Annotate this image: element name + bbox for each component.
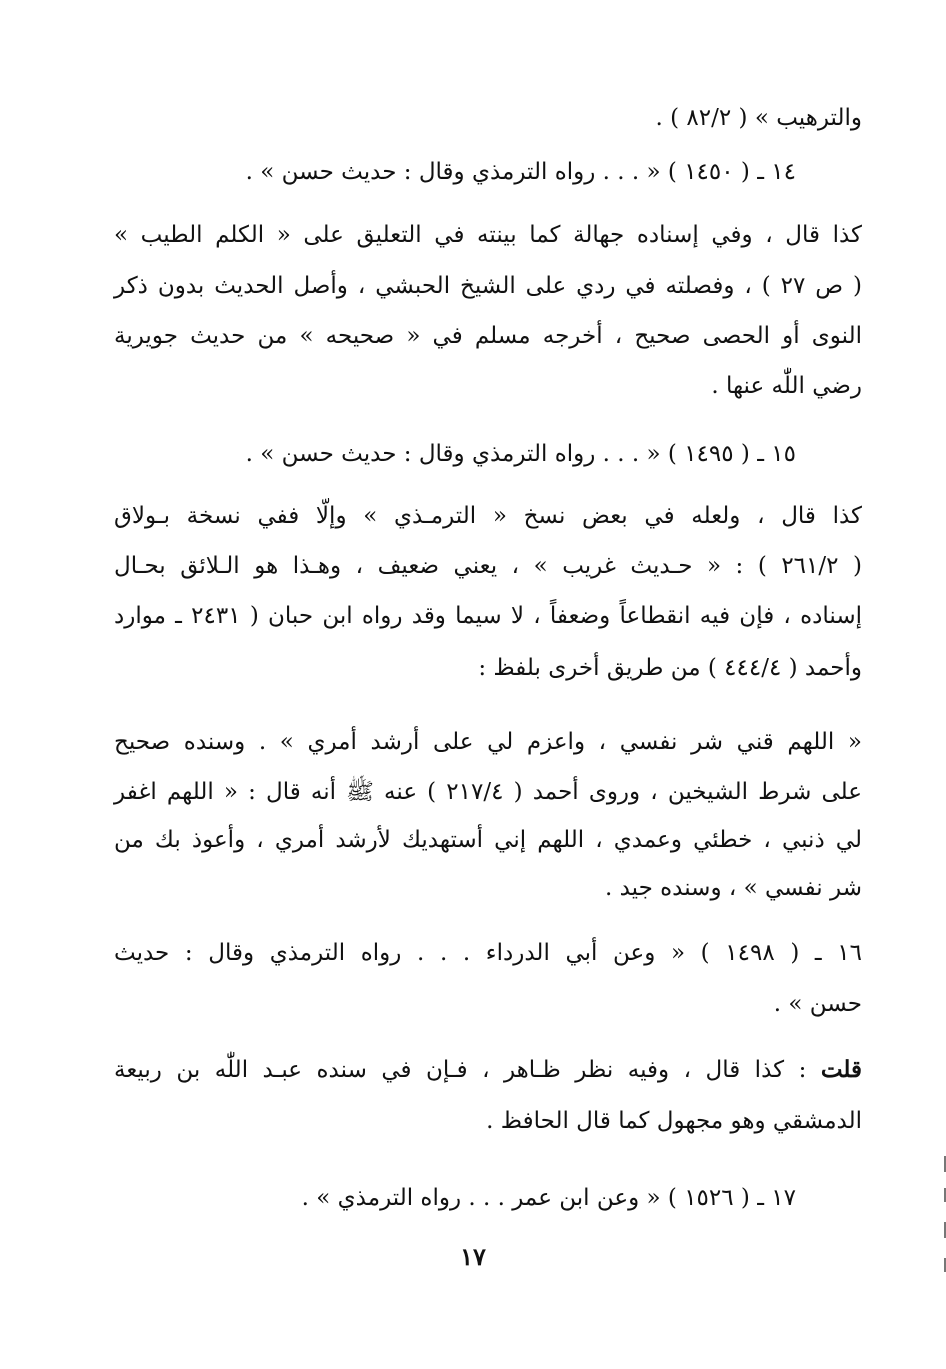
text-line: النوى أو الحصى صحيح ، أخرجه مسلم في « صحيحه » من حديث جويرية	[114, 323, 862, 349]
note-text: : كذا قال ، وفيه نظر ظـاهر ، فـإن في سنده عبـد اللّٰه بن ربيعة	[114, 1057, 807, 1083]
text-line: كذا قال ، ولعله في بعض نسخ « الترمـذي » وإلّا ففي نسخة بـولاق	[114, 503, 862, 529]
hadith-heading: ١٦ ـ ( ١٤٩٨ ) « وعن أبي الدرداء . . . رواه الترمذي وقال : حديث	[114, 940, 862, 966]
text-line: كذا قال ، وفي إسناده جهالة كما بينته في التعليق على « الكلم الطيب »	[114, 222, 862, 248]
text-line: الدمشقي وهو مجهول كما قال الحافظ .	[486, 1108, 862, 1134]
text-line: على شرط الشيخين ، وروى أحمد ( ٢١٧/٤ ) عنه ﷺ أنه قال : « اللهم اغفر	[114, 779, 862, 805]
text-line: لي ذنبي ، خطئي وعمدي ، اللهم إني أستهديك لأرشد أمري ، وأعوذ بك من	[114, 827, 862, 853]
text-line: حسن » .	[773, 991, 862, 1017]
text-line: « اللهم قني شر نفسي ، واعزم لي على أرشد أمري » . وسنده صحيح	[114, 729, 862, 755]
text-line: ( ٢٦١/٢ ) : « حـديث غريب » ، يعني ضعيف ، وهـذا هو الـلائق بحـال	[114, 553, 862, 579]
hadith-heading: ١٤ ـ ( ١٤٥٠ ) « . . . رواه الترمذي وقال : حديث حسن » .	[245, 159, 796, 185]
note-label: قلت	[820, 1056, 863, 1083]
text-line: ( ص ٢٧ ) ، وفصلته في ردي على الشيخ الحبشي ، وأصل الحديث بدون ذكر	[114, 273, 862, 299]
text-line: إسناده ، فإن فيه انقطاعاً وضعفاً ، لا سيما وقد رواه ابن حبان ( ٢٤٣١ ـ موارد	[114, 603, 862, 629]
hadith-heading: ١٧ ـ ( ١٥٢٦ ) « وعن ابن عمر . . . رواه الترمذي » .	[301, 1185, 796, 1211]
text-line	[114, 1052, 862, 1088]
text-line: شر نفسي » ، وسنده جيد .	[604, 875, 862, 901]
text-line: والترهيب » ( ٨٢/٢ ) .	[655, 105, 862, 131]
page-number: ١٧	[460, 1242, 486, 1271]
hadith-heading: ١٥ ـ ( ١٤٩٥ ) « . . . رواه الترمذي وقال : حديث حسن » .	[245, 441, 796, 467]
text-line: وأحمد ( ٤٤٤/٤ ) من طريق أخرى بلفظ :	[478, 655, 862, 681]
text-line: رضي اللّٰه عنها .	[711, 373, 862, 399]
